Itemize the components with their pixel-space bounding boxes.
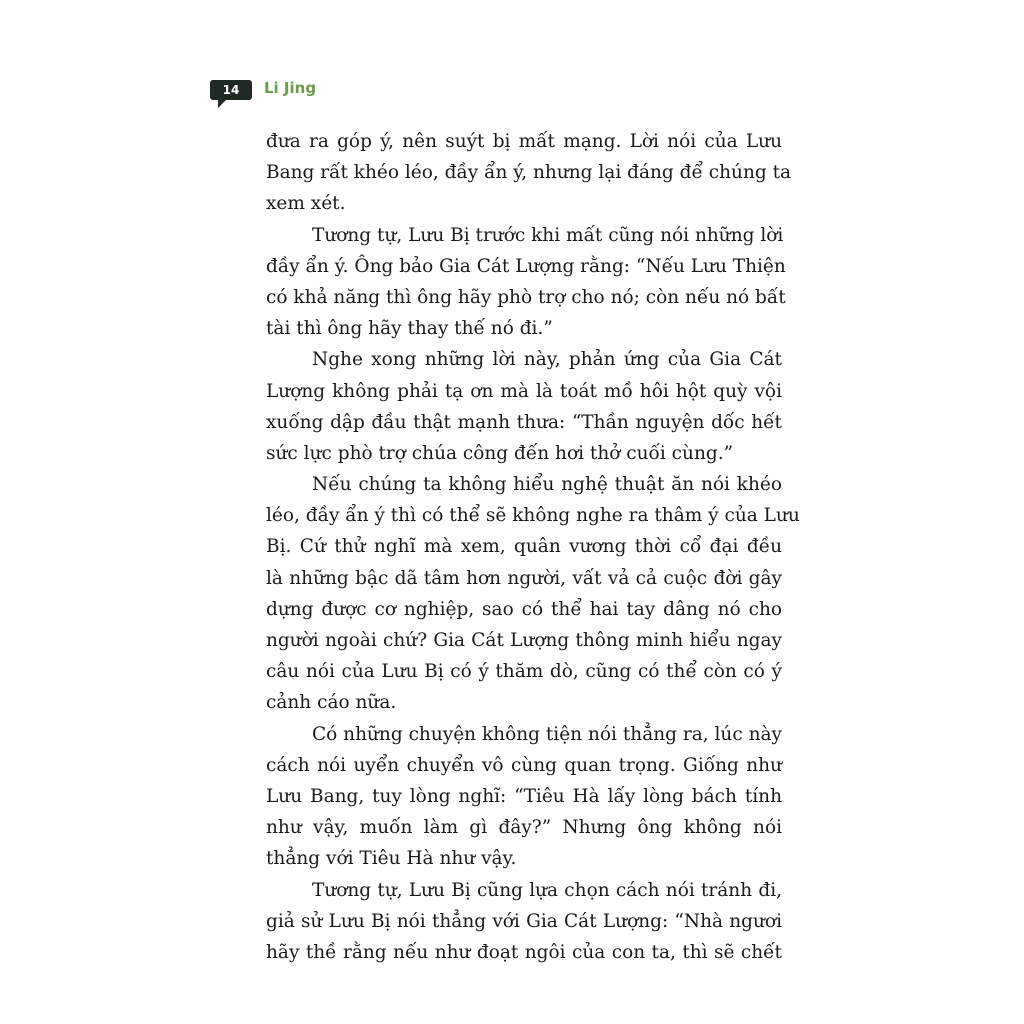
text-line: giả sử Lưu Bị nói thẳng với Gia Cát Lượng: “Nhà ngươi <box>266 910 782 932</box>
text-line: xem xét. <box>266 193 346 215</box>
text-line: Nghe xong những lời này, phản ứng của Gia Cát <box>312 349 782 371</box>
text-line: Lượng không phải tạ ơn mà là toát mồ hôi hột quỳ vội <box>266 380 782 402</box>
text-line: hãy thề rằng nếu như đoạt ngôi của con ta, thì sẽ chết <box>266 941 782 963</box>
text-line: tài thì ông hãy thay thế nó đi.” <box>266 318 553 340</box>
text-line: léo, đầy ẩn ý thì có thể sẽ không nghe ra thâm ý của Lưu <box>266 505 800 527</box>
text-line: Lưu Bang, tuy lòng nghĩ: “Tiêu Hà lấy lòng bách tính <box>266 785 782 807</box>
text-line: cảnh cáo nữa. <box>266 692 397 714</box>
text-line: là những bậc dã tâm hơn người, vất vả cả cuộc đời gây <box>266 567 782 589</box>
text-line: cách nói uyển chuyển vô cùng quan trọng. Giống như <box>266 754 782 776</box>
text-line: Bị. Cứ thử nghĩ mà xem, quân vương thời cổ đại đều <box>266 536 782 558</box>
text-line: sức lực phò trợ chúa công đến hơi thở cuối cùng.” <box>266 442 734 464</box>
text-line: Bang rất khéo léo, đầy ẩn ý, nhưng lại đáng để chúng ta <box>266 162 792 184</box>
text-line: như vậy, muốn làm gì đây?” Nhưng ông không nói <box>266 817 782 839</box>
text-line: Tương tự, Lưu Bị trước khi mất cũng nói những lời <box>312 224 784 246</box>
text-line: người ngoài chứ? Gia Cát Lượng thông minh hiểu ngay <box>266 630 782 651</box>
body-text <box>266 126 800 968</box>
text-line: xuống dập đầu thật mạnh thưa: “Thần nguyện dốc hết <box>266 411 782 433</box>
text-line: thẳng với Tiêu Hà như vậy. <box>266 848 517 870</box>
text-line: Tương tự, Lưu Bị cũng lựa chọn cách nói tránh đi, <box>312 879 782 901</box>
text-line: câu nói của Lưu Bị có ý thăm dò, cũng có thể còn có ý <box>266 661 782 683</box>
text-line: đưa ra góp ý, nên suýt bị mất mạng. Lời nói của Lưu <box>266 131 782 152</box>
text-line: dựng được cơ nghiệp, sao có thể hai tay dâng nó cho <box>266 598 782 620</box>
running-head-author: Li Jing <box>264 79 317 97</box>
text-line: đầy ẩn ý. Ông bảo Gia Cát Lượng rằng: “Nếu Lưu Thiện <box>266 255 786 277</box>
page-number-badge: 14 <box>210 80 252 100</box>
text-line: Có những chuyện không tiện nói thẳng ra, lúc này <box>312 723 782 745</box>
text-line: Nếu chúng ta không hiểu nghệ thuật ăn nói khéo <box>312 474 782 496</box>
text-line: có khả năng thì ông hãy phò trợ cho nó; còn nếu nó bất <box>266 286 786 308</box>
